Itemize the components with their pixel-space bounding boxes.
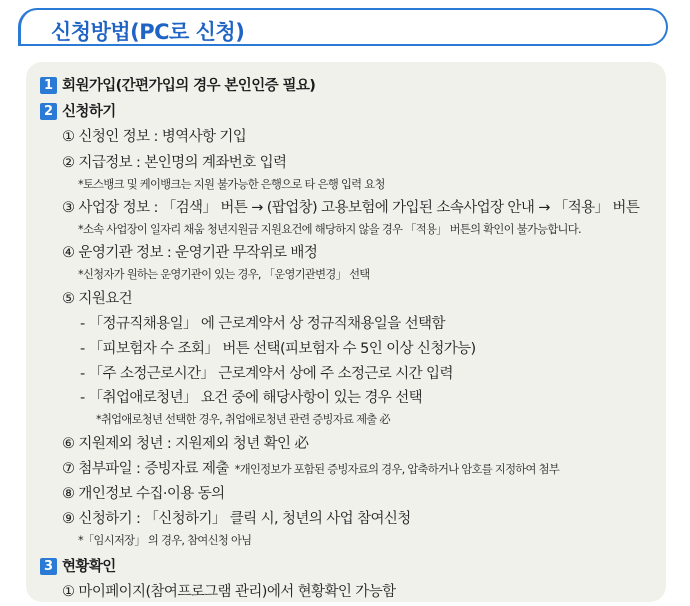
apply-item-4: ④ 운영기관 정보 : 운영기관 무작위로 배정 bbox=[62, 245, 318, 261]
step-label: 신청하기 bbox=[62, 104, 116, 120]
apply-item-9: ⑨ 신청하기 : 「신청하기」 클릭 시, 청년의 사업 참여신청 bbox=[62, 511, 411, 527]
step-1 bbox=[40, 74, 315, 95]
apply-item-2-note: *토스뱅크 및 케이뱅크는 지원 불가능한 은행으로 타 은행 입력 요청 bbox=[78, 178, 385, 191]
requirement-item: - 「취업애로청년」 요건 중에 해당사항이 있는 경우 선택 bbox=[80, 390, 423, 406]
apply-item-3-note: *소속 사업장이 일자리 채움 청년지원금 지원요건에 해당하지 않을 경우 「적용」 버튼의 확인이 불가능합니다. bbox=[78, 223, 581, 236]
step-badge: 3 bbox=[40, 558, 57, 575]
title-bar bbox=[18, 8, 668, 46]
step-3 bbox=[40, 555, 116, 576]
apply-item-9-note: *「임시저장」 의 경우, 참여신청 아님 bbox=[78, 534, 252, 547]
apply-item-7 bbox=[62, 457, 559, 478]
apply-item-7-note: *개인정보가 포함된 증빙자료의 경우, 압축하거나 암호를 지정하여 첨부 bbox=[234, 463, 560, 476]
apply-item-7-label: ⑦ 첨부파일 : 증빙자료 제출 bbox=[62, 461, 229, 477]
step-badge: 2 bbox=[40, 103, 57, 120]
apply-item-2: ② 지급정보 : 본인명의 계좌번호 입력 bbox=[62, 155, 287, 171]
page-title: 신청방법(PC로 신청) bbox=[51, 20, 245, 44]
requirement-item: - 「피보험자 수 조회」 버튼 선택(피보험자 수 5인 이상 신청가능) bbox=[80, 341, 476, 357]
step-badge: 1 bbox=[40, 77, 57, 94]
step-label: 현황확인 bbox=[62, 559, 116, 575]
apply-item-8: ⑧ 개인정보 수집·이용 동의 bbox=[62, 486, 225, 502]
status-item-1: ① 마이페이지(참여프로그램 관리)에서 현황확인 가능함 bbox=[62, 584, 396, 600]
step-label: 회원가입(간편가입의 경우 본인인증 필요) bbox=[62, 78, 316, 94]
apply-item-1: ① 신청인 정보 : 병역사항 기입 bbox=[62, 129, 247, 145]
apply-item-3: ③ 사업장 정보 : 「검색」 버튼 → (팝업창) 고용보험에 가입된 소속사업장 안내 → 「적용」 버튼 bbox=[62, 200, 640, 216]
requirement-note: *취업애로청년 선택한 경우, 취업애로청년 관련 증빙자료 제출 必 bbox=[96, 413, 390, 426]
step-2 bbox=[40, 100, 116, 121]
apply-item-4-note: *신청자가 원하는 운영기관이 있는 경우, 「운영기관변경」 선택 bbox=[78, 268, 370, 281]
apply-item-6: ⑥ 지원제외 청년 : 지원제외 청년 확인 必 bbox=[62, 436, 309, 452]
requirement-item: - 「주 소정근로시간」 근로계약서 상에 주 소정근로 시간 입력 bbox=[80, 366, 453, 382]
requirement-item: - 「정규직채용일」 에 근로계약서 상 정규직채용일을 선택함 bbox=[80, 316, 445, 332]
apply-item-5: ⑤ 지원요건 bbox=[62, 291, 133, 307]
